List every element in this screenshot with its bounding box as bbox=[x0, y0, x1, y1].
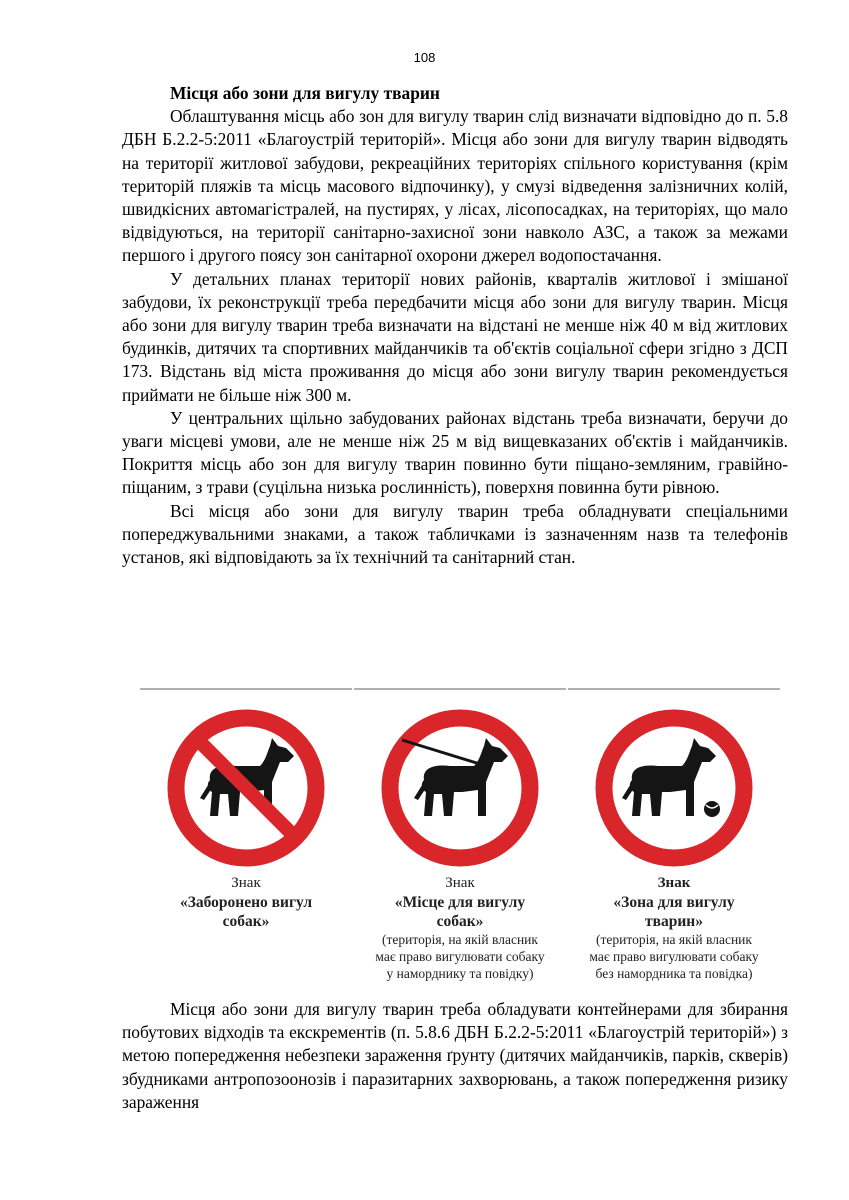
divider bbox=[354, 688, 566, 690]
paragraph: Облаштування місць або зон для вигулу тварин слід визначати відповідно до п. 5.8 ДБН Б.2.2-5:2011 «Благоустрій територій». Місця або зони для вигулу тварин відводять на території житлової забудови, рекреаційних територіях спільного користування (крім територій пляжів та місць масового відпочинку), у смузі відведення залізничних колій, швидкісних автомагістралей, на пустирях, у лісах, лісопосадках, на територіях, що мало відвідуються, на території санітарно-захисної зони навколо АЗС, а також за межами першого і другого поясу зон санітарної охорони джерел водопостачання. bbox=[122, 106, 788, 266]
sign-name-line: «Зона для вигулу bbox=[613, 894, 735, 911]
page-number: 108 bbox=[413, 50, 436, 65]
paragraph: У детальних планах території нових районів, кварталів житлової і змішаної забудови, їх реконструкції треба передбачити місця або зони для вигулу тварин. Місця або зони для вигулу тварин треба визначати на відстані не менше ніж 40 м від житлових будинків, дитячих та спортивних майданчиків та об'єктів соціальної сфери згідно з ДСП 173. Відстань від міста проживання до місця або зони вигулу тварин рекомендується приймати не більше ніж 300 м. bbox=[122, 268, 788, 405]
dog-with-ball-sign-icon bbox=[576, 708, 772, 868]
signs-figure bbox=[140, 680, 780, 990]
sign-caption bbox=[568, 874, 780, 982]
sign-name-line: «Місце для вигулу bbox=[394, 894, 526, 911]
bottom-text-block bbox=[122, 998, 788, 1114]
top-text-block bbox=[122, 82, 788, 569]
paragraph: У центральних щільно забудованих районах відстань треба визначати, беручи до уваги місцеві умови, але не менше ніж 25 м від вищевказаних об'єктів і майданчиків. Покриття місць або зон для вигулу тварин повинно бути піщано-земляним, гравійно-піщаним, з трави (суцільна низька рослинність), поверхня повинна бути рівною. bbox=[122, 407, 788, 498]
sign-animal-walking-zone bbox=[568, 680, 780, 990]
sign-name-line: тварин» bbox=[645, 913, 703, 930]
sign-desc-line: має право вигулювати собаку bbox=[589, 949, 759, 964]
divider bbox=[140, 688, 352, 690]
sign-desc-line: має право вигулювати собаку bbox=[375, 949, 545, 964]
divider bbox=[568, 688, 780, 690]
sign-desc-line: у наморднику та повідку) bbox=[386, 966, 534, 981]
sign-name-line: «Заборонено вигул bbox=[179, 894, 313, 911]
sign-name-line: собак» bbox=[222, 913, 270, 930]
sign-desc-line: без намордника та повідка) bbox=[595, 966, 753, 981]
sign-label: Знак bbox=[445, 875, 475, 891]
sign-no-dog-walking bbox=[140, 680, 352, 990]
dog-on-leash-sign-icon bbox=[362, 708, 558, 868]
sign-caption bbox=[354, 874, 566, 982]
sign-label: Знак bbox=[657, 875, 691, 891]
sign-dog-walking-place bbox=[354, 680, 566, 990]
sign-desc-line: (територія, на якій власник bbox=[596, 932, 752, 947]
sign-desc-line: (територія, на якій власник bbox=[382, 932, 538, 947]
no-dog-walking-sign-icon bbox=[148, 708, 344, 868]
paragraph: Всі місця або зони для вигулу тварин треба обладнувати спеціальними попереджувальними знаками, а також табличками із зазначенням назв та телефонів установ, які відповідають за їх технічний та санітарний стан. bbox=[122, 500, 788, 568]
paragraph: Місця або зони для вигулу тварин треба обладувати контейнерами для збирання побутових відходів та екскрементів (п. 5.8.6 ДБН Б.2.2-5:2011 «Благоустрій територій») з метою попередження небезпеки зараження ґрунту (дитячих майданчиків, парків, скверів) збудниками антропозоонозів і паразитарних захворювань, а також попередження ризику зараження bbox=[122, 999, 788, 1112]
sign-label: Знак bbox=[231, 875, 261, 891]
sign-name-line: собак» bbox=[436, 913, 484, 930]
sign-caption bbox=[140, 874, 352, 931]
section-heading: Місця або зони для вигулу тварин bbox=[170, 83, 440, 103]
